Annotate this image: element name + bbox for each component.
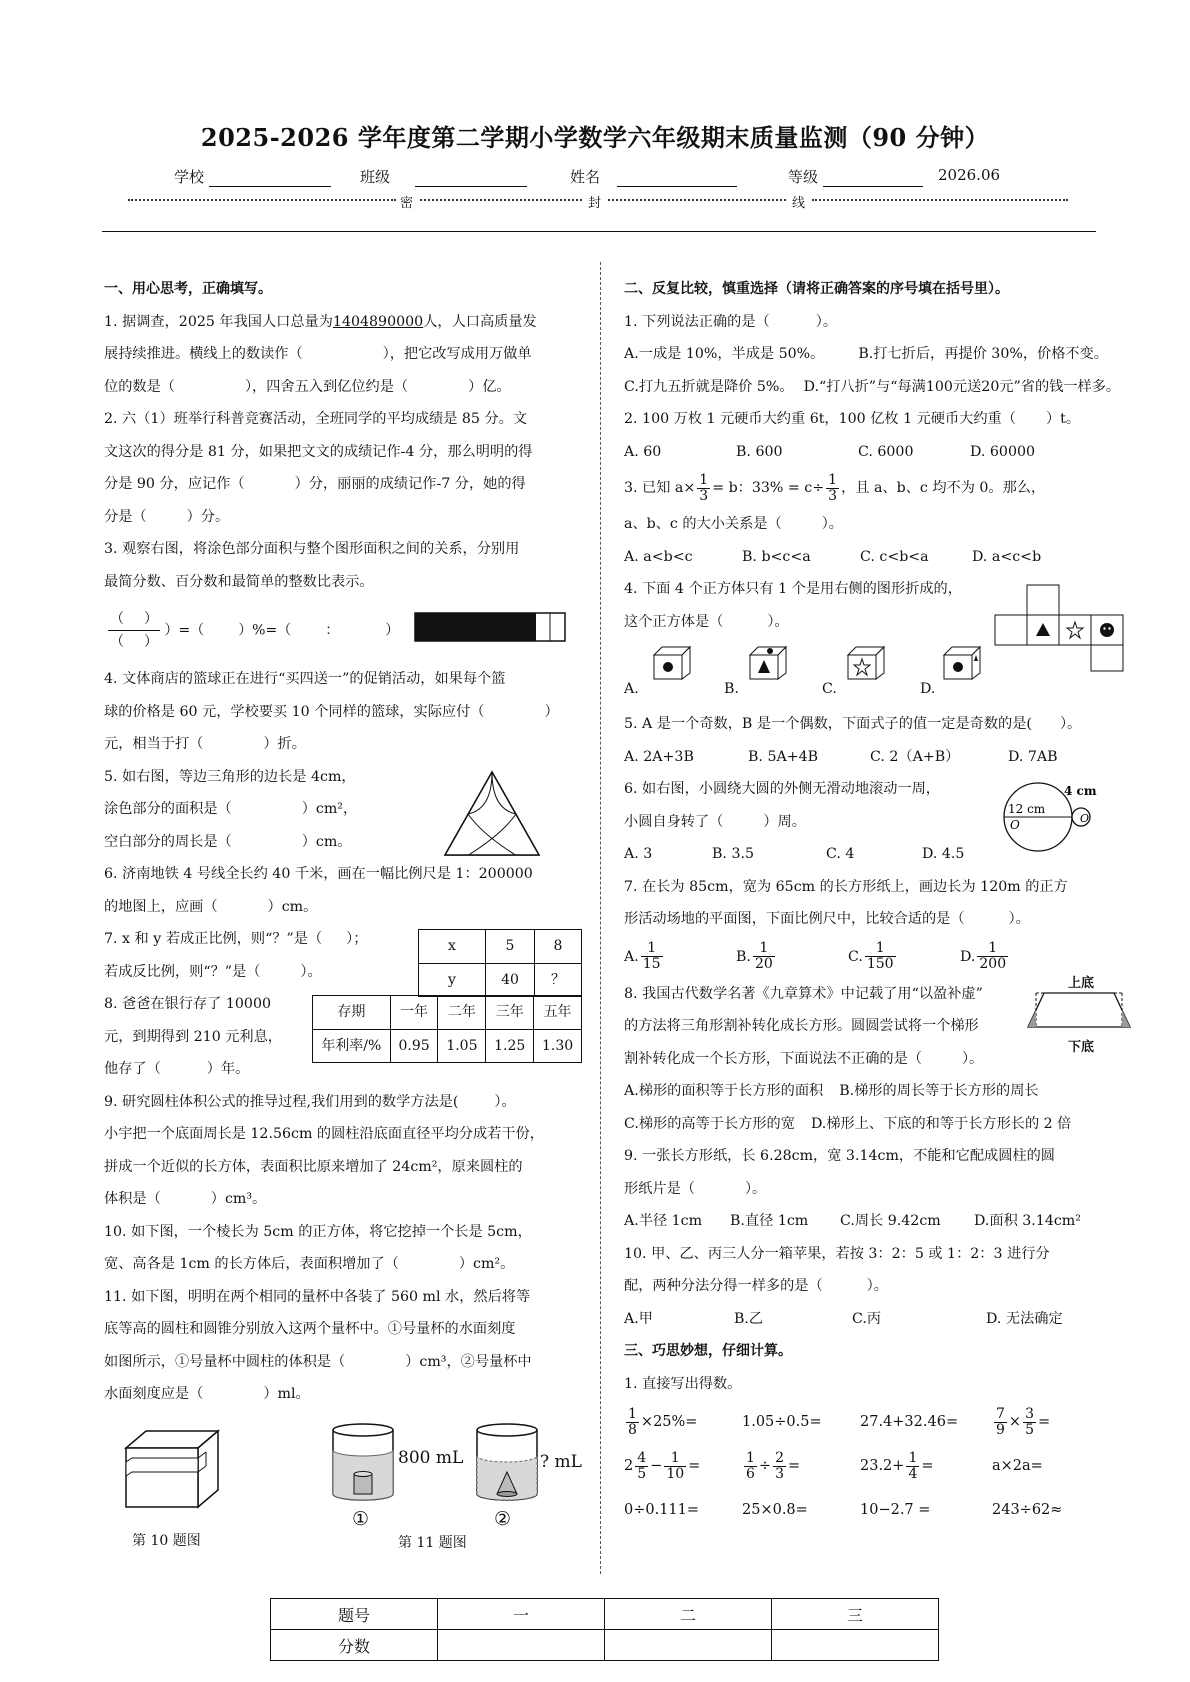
score-table: 题号 一 二 三 分数 (270, 1598, 939, 1661)
option-c-cube (846, 645, 886, 681)
score-cell-2[interactable] (605, 1630, 772, 1661)
calc-row-2: 2 $\frac{4}{5}$ − $\frac{1}{10}$ = $\frac{1}{6}$ ÷ $\frac{2}{3}$ = 23.2+ $\frac{1}{4}$ = a×2a= (624, 1449, 1043, 1482)
question-2-5: 5. A 是一个奇数，B 是一个偶数，下面式子的值一定是奇数的是( ）。 A. 2A+3B B. 5A+4B C. 2（A+B） D. 7AB (624, 716, 1082, 765)
svg-text:O: O (1010, 818, 1020, 832)
question-2-6: 6. 如右图，小圆绕大圆的外侧无滑动地滚动一周， 小圆自身转了（ ）周。 A. 3 B. 3.5 C. 4 D. 4.5 12 cm 4 cm O O (624, 773, 1094, 871)
question-1-7: 7. x 和 y 若成正比例，则“？”是（ ）； 若成反比例，则“？”是（ ）。 x 5 8 y 40 ？ (104, 923, 582, 988)
cup-2-number: ② (494, 1508, 512, 1530)
column-divider (600, 262, 601, 1574)
section-3-title: 三、巧思妙想，仔细计算。 (624, 1343, 792, 1359)
cube-figure (124, 1428, 220, 1510)
class-field: 班级 (360, 166, 527, 187)
svg-text:O: O (1080, 812, 1090, 825)
question-1-2: 2. 六（1）班举行科普竞赛活动，全班同学的平均成绩是 85 分。文 文这次的得分是 81 分，如果把文文的成绩记作-4 分，那么明明的得 分是 90 分，应记作（ ）分，丽丽的成绩记作-7 分，她的得 分是（ ）分。 (104, 411, 533, 525)
question-1-6: 6. 济南地铁 4 号线全长约 40 千米，画在一幅比例尺是 1：200000 的地图上，应画（ ）cm。 (104, 866, 533, 915)
header-rule (102, 231, 1096, 232)
question-1-8: 8. 爸爸在银行存了 10000 元，到期得到 210 元利息， 他存了（ ）年。 存期 一年 二年 三年 五年 年利率/% 0.95 1.05 1.25 1.30 (104, 988, 582, 1086)
school-field: 学校 (174, 166, 331, 187)
option-d-cube (942, 645, 984, 681)
score-cell-1[interactable] (438, 1630, 605, 1661)
page-title: 2025-2026 学年度第二学期小学数学六年级期末质量监测（90 分钟） (200, 123, 990, 152)
cup-1-number: ① (352, 1508, 370, 1530)
section-2 (624, 273, 1121, 1532)
rolling-circle-figure (1000, 775, 1100, 859)
interest-rate-table: 存期 一年 二年 三年 五年 年利率/% 0.95 1.05 1.25 1.30 (312, 995, 582, 1063)
svg-text:12 cm: 12 cm (1008, 802, 1046, 816)
exam-date: 2026.06 (938, 166, 1001, 184)
seal-line: 密 封 线 (128, 192, 1068, 212)
section-1 (104, 273, 582, 1411)
question-2-4: 4. 下面 4 个正方体只有 1 个是用右侧的图形折成的， 这个正方体是（ ）。 A. B. C. D. (624, 573, 1094, 708)
option-a-cube (652, 645, 692, 681)
question-2-10: 10. 甲、乙、丙三人分一箱苹果，若按 3：2：5 或 1：2：3 进行分 配，两种分法分得一样多的是（ ）。 A.甲 B.乙 C.丙 D. 无法确定 (624, 1245, 1063, 1327)
section-2-title: 二、反复比较，慎重选择（请将正确答案的序号填在括号里）。 (624, 281, 1009, 297)
cup-1-label: 800 mL (398, 1448, 464, 1468)
question-1-5: 5. 如右图，等边三角形的边长是 4cm， 涂色部分的面积是（ ）cm²， 空白部分的周长是（ ）cm。 (104, 761, 582, 859)
section-1-title: 一、用心思考，正确填写。 (104, 281, 272, 297)
question-2-3: 3. 已知 a× $\frac{1}{3}$ = b：33% = c÷ $\frac{1}{3}$ ，且 a、b、c 均不为 0。那么， a、b、c 的大小关系是（ ）。 A. a<b<c B. b<c<a C. c<b<a D. a<c<b (624, 471, 1046, 565)
grade-field: 等级 (788, 166, 923, 187)
question-1-1: 1. 据调查，2025 年我国人口总量为1404890000人，人口高质量发 展持续推进。横线上的数读作（ ），把它改写成用万做单 位的数是（ ），四舍五入到亿位约是（ ）亿。 (104, 313, 537, 395)
question-1-11: 11. 如下图，明明在两个相同的量杯中各装了 560 ml 水，然后将等 底等高的圆柱和圆锥分别放入这两个量杯中。①号量杯的水面刻度 如图所示，①号量杯中圆柱的体积是（ ）cm³，②号量杯中 水面刻度应是（ ）ml。 (104, 1288, 532, 1402)
lower-base-label: 下底 (1068, 1039, 1095, 1055)
option-b-cube (748, 645, 788, 681)
cup-2-label: ? mL (540, 1452, 582, 1472)
shaded-bar-figure (414, 611, 566, 643)
section-3: 三、巧思妙想，仔细计算。 1. 直接写出得数。 $\frac{1}{8}$ ×25%= 1.05÷0.5= 27.4+32.46= $\frac{7}{9}$ × $\frac{3}{5}$ = 2 $\frac{4}{5}$ − $\frac{1}{10}$ = $\frac{1}{6}$ ÷ $\frac{2}{3}$ = 23.2+ $\frac{1}{4}$ = a×2a= 0÷0.111= 25×0.8= 10−2.7 = 243÷62≈ (624, 1335, 1094, 1532)
question-2-1: 1. 下列说法正确的是（ ）。 A.一成是 10%，半成是 50%。 B.打七折后，再提价 30%，价格不变。 C.打九五折就是降价 5%。 D.“打八折”与“每满100元送20元”省的钱一样多。 (624, 313, 1121, 395)
cup-2-figure (474, 1422, 540, 1502)
cup-1-figure (330, 1422, 396, 1502)
svg-text:4 cm: 4 cm (1064, 784, 1097, 798)
name-field: 姓名 (570, 166, 737, 187)
question-2-7: 7. 在长为 85cm，宽为 65cm 的长方形纸上，画边长为 120m 的正方 形活动场地的平面图，下面比例尺中，比较合适的是（ ）。 A. $\frac{1}{15}$ B. $\frac{1}{20}$ C. $\frac{1}{150}$ D. $\frac{1}{200}$ (624, 878, 1068, 972)
trapezoid-figure (1024, 990, 1132, 1030)
question-1-10: 10. 如下图，一个棱长为 5cm 的正方体，将它挖掉一个长是 5cm， 宽、高各是 1cm 的长方体后，表面积增加了（ ）cm²。 (104, 1223, 532, 1272)
calc-row-1: $\frac{1}{8}$ ×25%= 1.05÷0.5= 27.4+32.46= $\frac{7}{9}$ × $\frac{3}{5}$ = (628, 1405, 1051, 1438)
question-1-9: 9. 研究圆柱体积公式的推导过程,我们用到的数学方法是( ）。 小宇把一个底面周长是 12.56cm 的圆柱沿底面直径平均分成若干份， 拼成一个近似的长方体，表面积比原来增加了 24cm²，原来圆柱的 体积是（ ）cm³。 (104, 1093, 544, 1207)
proportion-table: x 5 8 y 40 ？ (418, 929, 582, 997)
figure-10-caption: 第 10 题图 (132, 1533, 201, 1549)
question-2-8: 8. 我国古代数学名著《九章算术》中记载了用“以盈补虚” 的方法将三角形割补转化成长方形。圆圆尝试将一个梯形 割补转化成一个长方形，下面说法不正确的是（ ）。 A.梯形的面积等于长方形的面积 B.梯形的周长等于长方形的周长 C.梯形的高等于长方形的宽 D.梯形上、下底的和等于长方形长的 2 倍 上底 下底 (624, 978, 1094, 1141)
upper-base-label: 上底 (1068, 975, 1095, 991)
score-cell-3[interactable] (772, 1630, 939, 1661)
question-1-3: 3. 观察右图，将涂色部分面积与整个图形面积之间的关系，分别用 最简分数、百分数和最简单的整数比表示。 （ ） （ ） ）=（ ）%=（ ： ） (104, 533, 582, 663)
question-1-4: 4. 文体商店的篮球正在进行“买四送一”的促销活动，如果每个篮 球的价格是 60 元，学校要买 10 个同样的篮球，实际应付（ ） 元，相当于打（ ）折。 (104, 671, 559, 752)
figure-11-caption: 第 11 题图 (398, 1535, 467, 1551)
triangle-figure (442, 769, 542, 859)
calc-row-3: 0÷0.111= 25×0.8= 10−2.7 = 243÷62≈ (624, 1502, 1063, 1518)
question-2-9: 9. 一张长方形纸，长 6.28cm，宽 3.14cm，不能和它配成圆柱的圆 形纸片是（ ）。 A.半径 1cm B.直径 1cm C.周长 9.42cm D.面积 3.14cm² (624, 1148, 1081, 1229)
question-2-2: 2. 100 万枚 1 元硬币大约重 6t，100 亿枚 1 元硬币大约重（ ）t。 A. 60 B. 600 C. 6000 D. 60000 (624, 411, 1081, 460)
cube-net-figure (994, 583, 1126, 673)
